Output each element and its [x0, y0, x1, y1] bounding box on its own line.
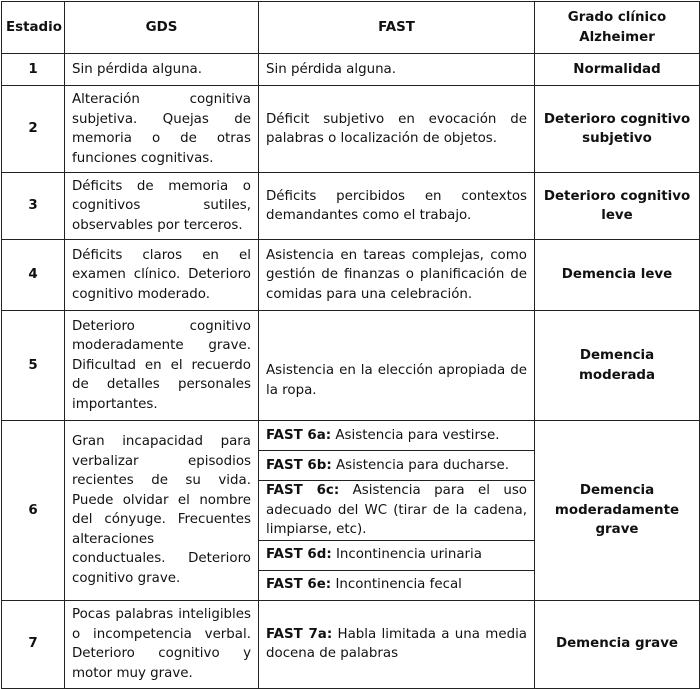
gds-cell: Déficits claros en el examen clínico. Deterioro cognitivo moderado.	[65, 240, 259, 311]
fast-sub-text: Asistencia para el uso adecuado del WC (tirar de la cadena, limpiarse, etc).	[266, 483, 527, 537]
fast-cell: Sin pérdida alguna.	[259, 54, 535, 86]
fast-sub-text: Incontinencia fecal	[335, 577, 462, 593]
grade-cell: Deterioro cognitivo subjetivo	[535, 86, 700, 173]
stage-cell: 5	[2, 311, 65, 421]
stage-cell: 6	[2, 421, 65, 601]
table-row	[2, 600, 700, 688]
grade-cell: Demencia moderada	[535, 311, 700, 421]
gds-cell: Alteración cognitiva subjetiva. Quejas de memoria o de otras funciones cognitivas.	[65, 86, 259, 173]
stage-cell: 1	[2, 54, 65, 86]
table-row	[2, 421, 700, 451]
gds-cell: Deterioro cognitivo moderadamente grave. Dificultad en el recuerdo de detalles personales importantes.	[65, 311, 259, 421]
grade-cell: Deterioro cognitivo leve	[535, 173, 700, 240]
fast-sub-cell	[259, 451, 535, 481]
fast-sub-label: FAST 6d:	[266, 547, 332, 563]
fast-sub-label: FAST 6b:	[266, 457, 332, 473]
fast-sub-label: FAST 6a:	[266, 427, 332, 443]
stage-cell: 3	[2, 173, 65, 240]
fast-cell	[259, 600, 535, 688]
table-row	[2, 173, 700, 240]
header-fast: FAST	[259, 2, 535, 54]
header-grade: Grado clínico Alzheimer	[535, 2, 700, 54]
fast-sub-label: FAST 6e:	[266, 577, 332, 593]
fast-sub-cell	[259, 540, 535, 570]
table-row	[2, 54, 700, 86]
grade-cell: Demencia grave	[535, 600, 700, 688]
fast-sub-cell	[259, 421, 535, 451]
fast-sub-text: Incontinencia urinaria	[335, 547, 482, 563]
stage-cell: 4	[2, 240, 65, 311]
fast-cell: Asistencia en tareas complejas, como gestión de finanzas o planificación de comidas para una celebración.	[259, 240, 535, 311]
table-row	[2, 86, 700, 173]
fast-label: FAST 7a:	[266, 626, 333, 642]
fast-sub-text: Asistencia para ducharse.	[335, 457, 509, 473]
header-gds: GDS	[65, 2, 259, 54]
stage-cell: 2	[2, 86, 65, 173]
stage-cell: 7	[2, 600, 65, 688]
fast-sub-label: FAST 6c:	[266, 483, 340, 498]
fast-cell: Déficit subjetivo en evocación de palabras o localización de objetos.	[259, 86, 535, 173]
gds-cell: Déficits de memoria o cognitivos sutiles, observables por terceros.	[65, 173, 259, 240]
header-row	[2, 2, 700, 54]
fast-sub-text: Asistencia para vestirse.	[335, 427, 500, 443]
gds-cell: Pocas palabras inteligibles o incompetencia verbal. Deterioro cognitivo y motor muy grave.	[65, 600, 259, 688]
fast-sub-cell	[259, 570, 535, 600]
gds-cell: Sin pérdida alguna.	[65, 54, 259, 86]
table-row	[2, 240, 700, 311]
grade-cell: Demencia leve	[535, 240, 700, 311]
table-row	[2, 311, 700, 421]
grade-cell: Normalidad	[535, 54, 700, 86]
fast-sub-cell	[259, 481, 535, 541]
grade-cell: Demencia moderadamente grave	[535, 421, 700, 601]
fast-text: Habla limitada a una media docena de palabras	[266, 626, 527, 661]
gds-cell: Gran incapacidad para verbalizar episodios recientes de su vida. Puede olvidar el nombre del cónyuge. Frecuentes alteraciones conductuales. Deterioro cognitivo grave.	[65, 421, 259, 601]
fast-cell: Asistencia en la elección apropiada de la ropa.	[259, 311, 535, 421]
fast-cell: Déficits percibidos en contextos demandantes como el trabajo.	[259, 173, 535, 240]
header-stage: Estadio	[2, 2, 65, 54]
alzheimer-staging-table	[1, 1, 700, 689]
